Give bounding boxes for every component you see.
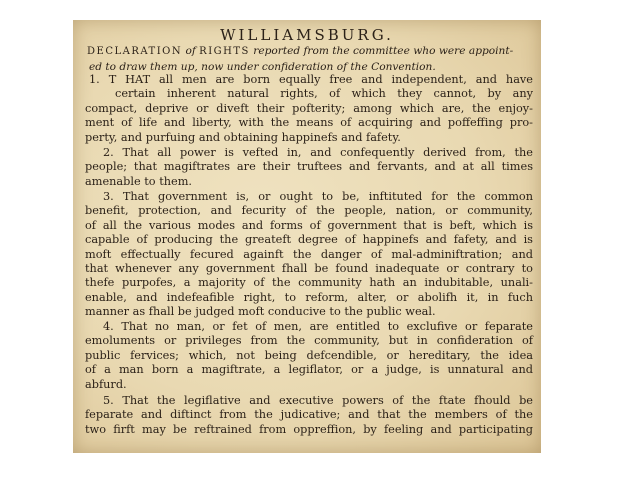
article-1-line: ment of life and liberty, with the means of acquiring and poffeffing pro- <box>85 116 533 130</box>
declaration-of: of <box>185 45 196 57</box>
article-1-line: perty, and purfuing and obtaining happinefs and fafety. <box>85 130 401 144</box>
article-4-line: emoluments or privileges from the community, but in confideration of <box>85 334 533 348</box>
article-1-line: certain inherent natural rights, of which they cannot, by any <box>115 87 533 101</box>
article-3-line: thefe purpofes, a majority of the community hath an indubitable, unali- <box>85 276 533 290</box>
article-4 <box>85 320 533 392</box>
article-4-line: public fervices; which, not being defcendible, or hereditary, the idea <box>85 348 533 362</box>
article-1-line: compact, deprive or diveft their pofterity; among which are, the enjoy- <box>85 101 533 115</box>
article-5-line: feparate and diftinct from the judicative; and that the members of the <box>85 408 533 422</box>
article-3-line: enable, and indefeafible right, to reform, alter, or abolifh it, in fuch <box>85 290 533 304</box>
article-5 <box>85 394 533 437</box>
article-5-line: two firft may be reftrained from oppreffion, by feeling and participating <box>85 422 533 436</box>
article-4-line: 4. That no man, or fet of men, are entitled to exclufive or feparate <box>103 320 533 333</box>
article-3-line: of all the various modes and forms of government that is beft, which is <box>85 218 533 232</box>
declaration-line1-rest: reported from the committee who were appoint- <box>253 45 514 57</box>
masthead-title: WILLIAMSBURG. <box>220 26 394 44</box>
article-2-line: 2. That all power is vefted in, and confequently derived from, the <box>103 146 533 159</box>
article-3-line: manner as fhall be judged moft conducive to the public weal. <box>85 305 436 319</box>
article-1 <box>85 73 533 145</box>
article-2 <box>85 146 533 189</box>
article-3-line: capable of producing the greateft degree of happinefs and fafety, and is <box>85 233 533 247</box>
article-3-line: that whenever any government fhall be found inadequate or contrary to <box>85 262 533 276</box>
article-2-line: amenable to them. <box>85 174 193 188</box>
article-2-line: people; that magiftrates are their truftees and fervants, and at all times <box>85 160 533 174</box>
article-5-line: 5. That the legiflative and executive powers of the ftate fhould be <box>103 394 533 407</box>
article-3-line: 3. That government is, or ought to be, inftituted for the common <box>103 190 533 203</box>
article-4-line: of a man born a magiftrate, a legiflator, or a judge, is unnatural and <box>85 363 533 377</box>
article-3-line: benefit, protection, and fecurity of the people, nation, or community, <box>85 204 533 218</box>
article-1-line: 1. T HAT all men are born equally free and independent, and have <box>89 73 533 86</box>
declaration-line2: ed to draw them up, now under confideration of the Convention. <box>89 60 436 73</box>
article-4-line: abfurd. <box>85 377 127 391</box>
declaration-caps: DECLARATION <box>87 46 183 57</box>
article-3-line: moft effectually fecured againft the danger of mal-adminiftration; and <box>85 247 533 261</box>
declaration-heading <box>87 44 531 74</box>
article-3 <box>85 190 533 320</box>
newspaper-clipping <box>73 20 541 453</box>
declaration-rights: RIGHTS <box>199 46 250 57</box>
